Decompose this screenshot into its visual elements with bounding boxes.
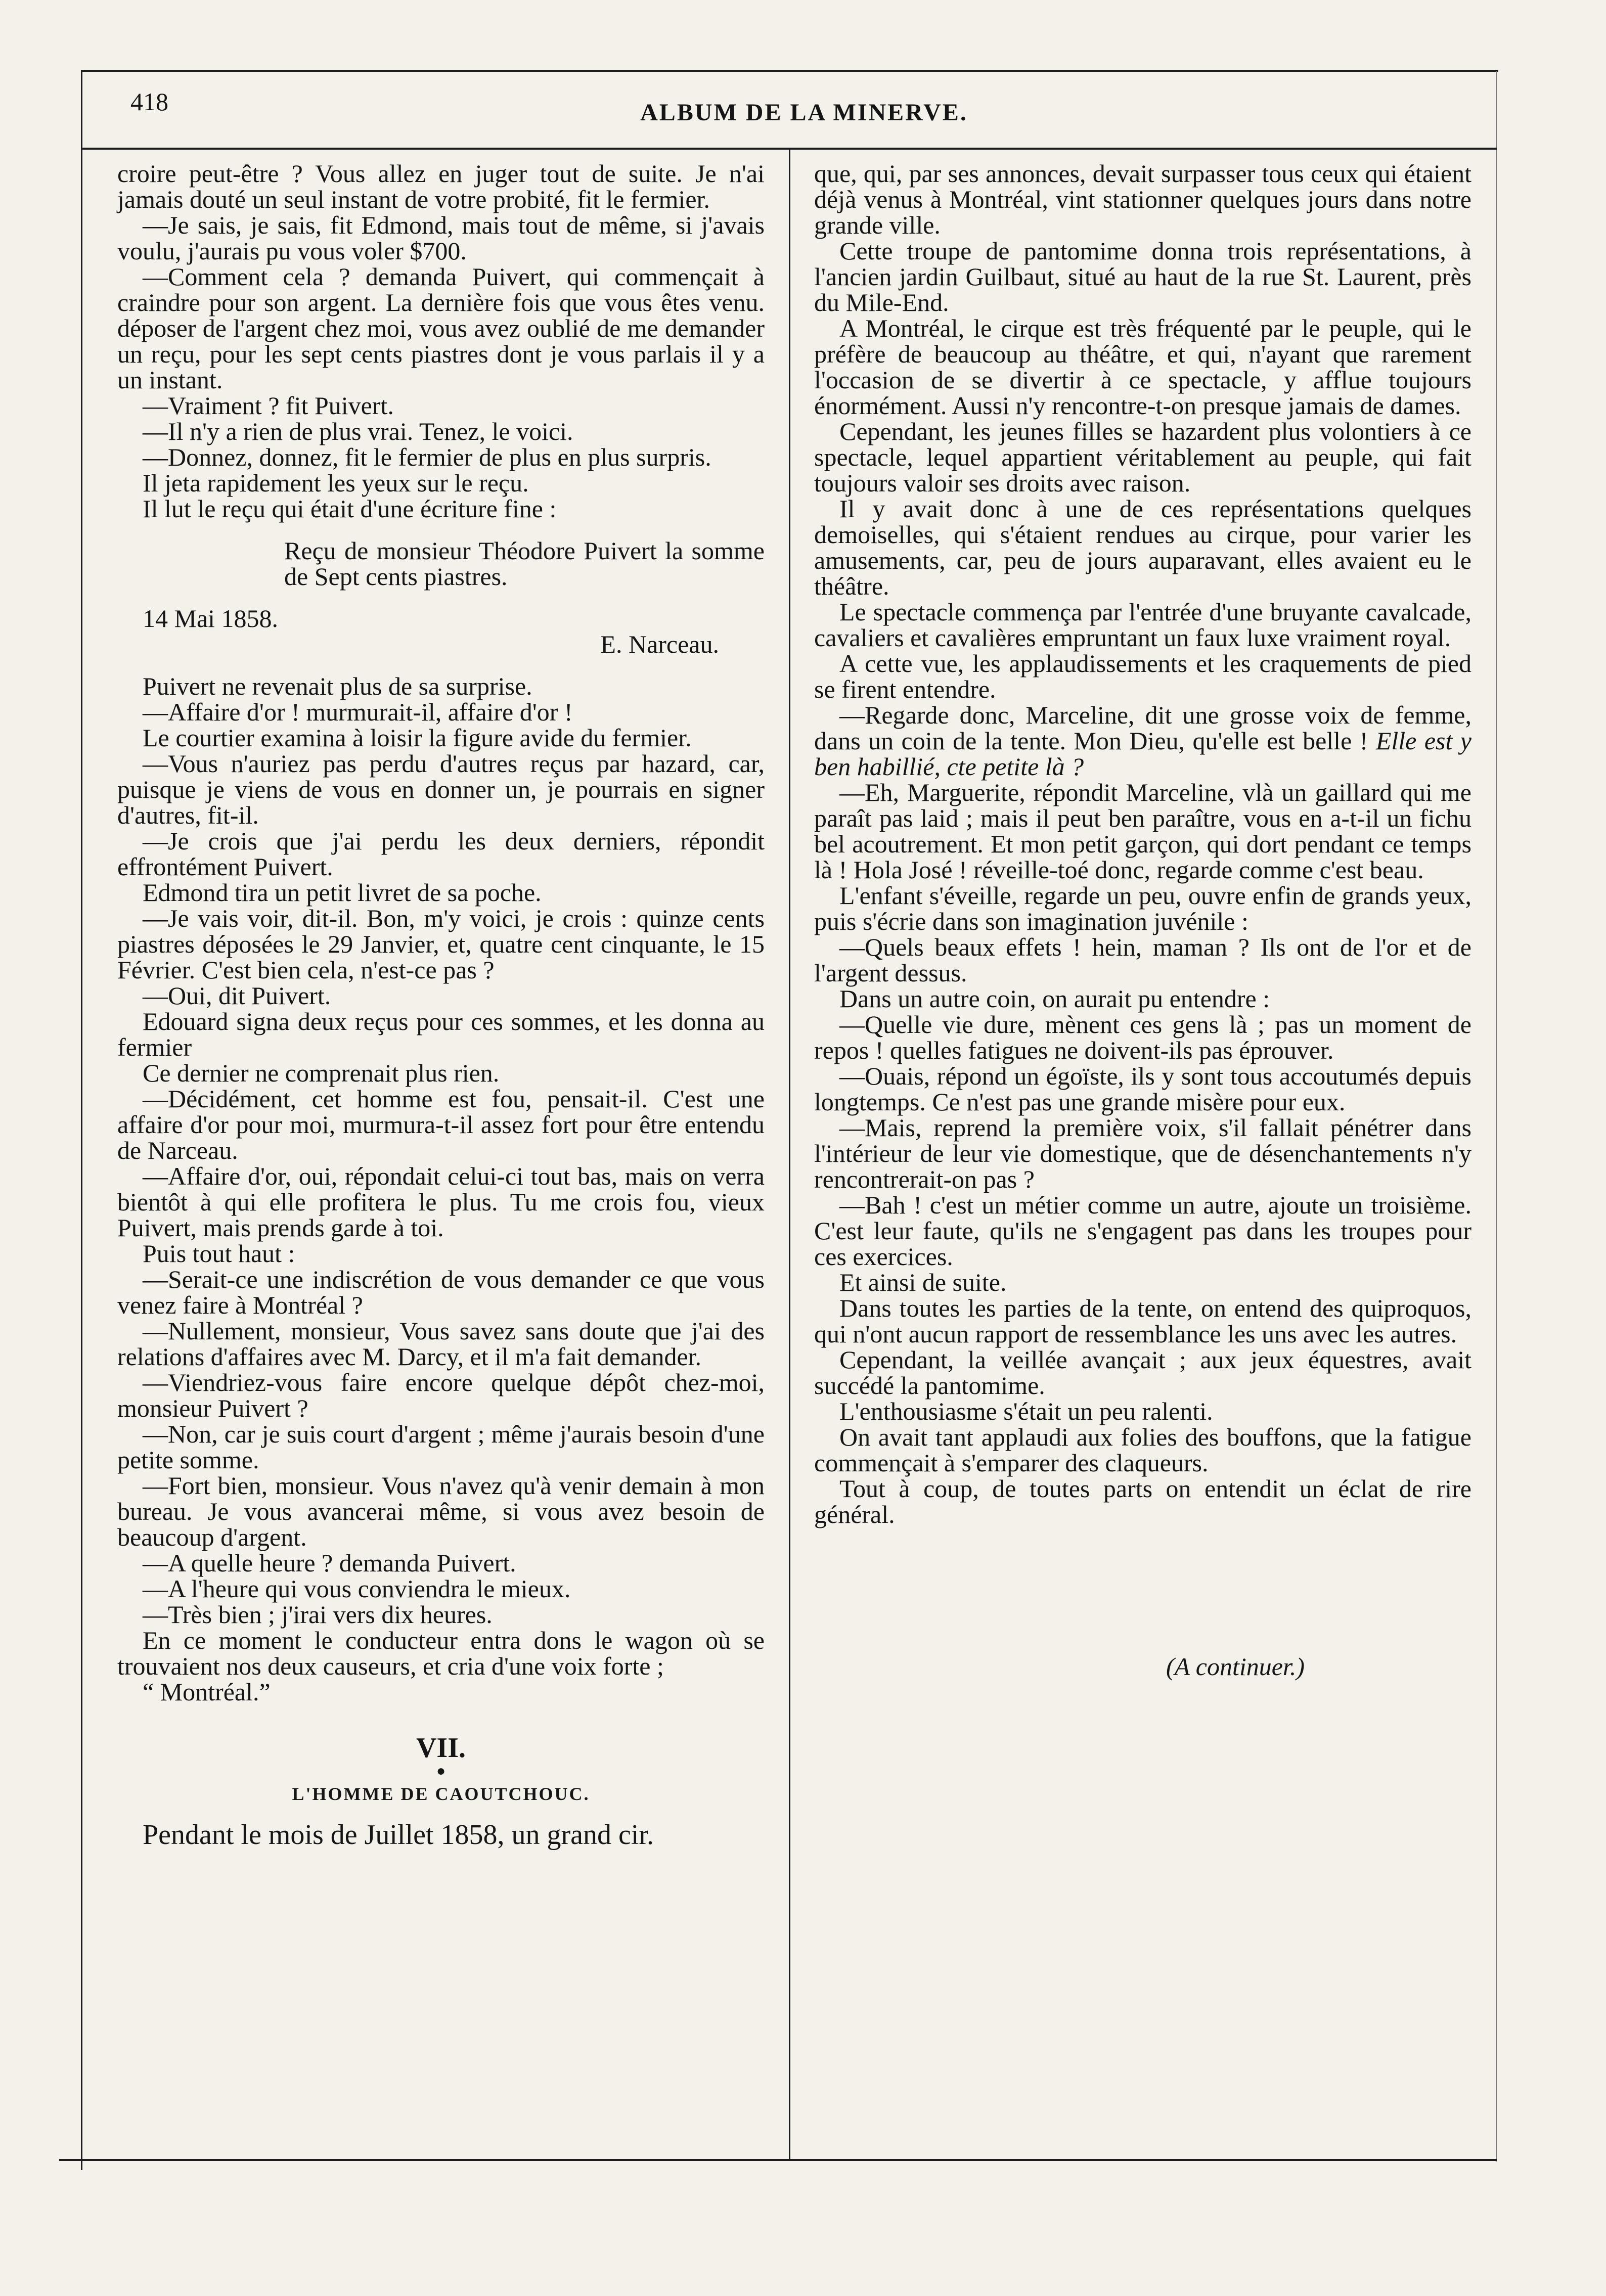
paragraph: A cette vue, les applaudissements et les craquements de pied se firent entendre. — [814, 649, 1471, 703]
paragraph: L'enfant s'éveille, regarde un peu, ouvre enfin de grands yeux, puis s'écrie dans son imagination juvénile : — [814, 881, 1471, 935]
paragraph: Puis tout haut : — [143, 1239, 295, 1268]
paragraph: On avait tant applaudi aux folies des bouffons, que la fatigue commençait à s'emparer des claqueurs. — [814, 1423, 1471, 1477]
paragraph — [814, 702, 1471, 780]
receipt-signature: E. Narceau. — [600, 630, 719, 658]
paragraph: —Je crois que j'ai perdu les deux derniers, répondit effrontément Puivert. — [117, 827, 765, 881]
paragraph: Et ainsi de suite. — [839, 1268, 1007, 1296]
paragraph: —Je vais voir, dit-il. Bon, m'y voici, je crois : quinze cents piastres déposées le 29 Janvier, et, quatre cent cinquante, le 15 Février. C'est bien cela, n'est-ce pas ? — [117, 904, 765, 984]
paragraph: Dans toutes les parties de la tente, on entend des quiproquos, qui n'ont aucun rapport de ressemblance les uns avec les autres. — [814, 1294, 1471, 1348]
running-title: ALBUM DE LA MINERVE. — [640, 99, 968, 126]
paragraph: —Mais, reprend la première voix, s'il fallait pénétrer dans l'intérieur de leur vie domestique, que de désenchantements n'y rencontrerait-on pas ? — [814, 1113, 1471, 1193]
paragraph: Le spectacle commença par l'entrée d'une bruyante cavalcade, cavaliers et cavalières empruntant un faux luxe vraiment royal. — [814, 598, 1471, 652]
paragraph: Cependant, les jeunes filles se hazardent plus volontiers à ce spectacle, lequel appartient véritablement au peuple, qui fait toujours valoir ses droits avec raison. — [814, 417, 1471, 497]
paragraph: A Montréal, le cirque est très fréquenté par le peuple, qui le préfère de beaucoup au théâtre, et qui, n'ayant que rarement l'occasion de se divertir à ce spectacle, y afflue toujours énormément. Aussi n'y rencontre-t-on presque jamais de dames. — [814, 314, 1471, 420]
italic-dialogue: Elle est y ben habillié, cte petite là ? — [814, 727, 1472, 781]
chapter-number: VII. — [416, 1732, 466, 1764]
left-column — [117, 161, 765, 1851]
paragraph: L'enthousiasme s'était un peu ralenti. — [839, 1397, 1213, 1425]
paragraph: Edouard signa deux reçus pour ces sommes, et les donna au fermier — [117, 1007, 765, 1061]
column-divider — [789, 150, 790, 2159]
paragraph: Edmond tira un petit livret de sa poche. — [143, 878, 542, 907]
paragraph: Cependant, la veillée avançait ; aux jeux équestres, avait succédé la pantomime. — [814, 1345, 1471, 1400]
footer-rule — [59, 2159, 1497, 2161]
paragraph: —Fort bien, monsieur. Vous n'avez qu'à venir demain à mon bureau. Je vous avancerai même, si vous avez besoin de beaucoup d'argent. — [117, 1471, 765, 1551]
paragraph: Tout à coup, de toutes parts on entendit un éclat de rire général. — [814, 1474, 1471, 1528]
paragraph: —Quelle vie dure, mènent ces gens là ; pas un moment de repos ! quelles fatigues ne doivent-ils pas éprouver. — [814, 1010, 1471, 1064]
page-number: 418 — [130, 87, 168, 116]
paragraph: croire peut-être ? Vous allez en juger tout de suite. Je n'ai jamais douté un seul instant de votre probité, fit le fermier. — [117, 159, 765, 213]
paragraph: Il y avait donc à une de ces représentations quelques demoiselles, qui s'étaient rendues au cirque, pour varier les amusements, car, peu de jours auparavant, elles avaient eu le théâtre. — [814, 494, 1471, 600]
paragraph: —Affaire d'or ! murmurait-il, affaire d'or ! — [143, 698, 573, 726]
paragraph: —A quelle heure ? demanda Puivert. — [143, 1549, 516, 1577]
paragraph: Dans un autre coin, on aurait pu entendre : — [839, 984, 1270, 1013]
receipt-date: 14 Mai 1858. — [143, 604, 279, 633]
paragraph: —Il n'y a rien de plus vrai. Tenez, le voici. — [143, 417, 573, 445]
paragraph: —Comment cela ? demanda Puivert, qui commençait à craindre pour son argent. La dernière fois que vous êtes venu. déposer de l'argent chez moi, vous avez oublié de me demander un reçu, pour les sept cents piastres dont je vous parlais il y a un instant. — [117, 262, 765, 394]
paragraph: —Vraiment ? fit Puivert. — [143, 391, 394, 420]
page-edge-line — [1496, 71, 1497, 2162]
paragraph: —Oui, dit Puivert. — [143, 981, 331, 1010]
paragraph: —Viendriez-vous faire encore quelque dépôt chez-moi, monsieur Puivert ? — [117, 1368, 765, 1422]
paragraph: —Donnez, donnez, fit le fermier de plus en plus surpris. — [143, 443, 711, 471]
paragraph: Cette troupe de pantomime donna trois représentations, à l'ancien jardin Guilbaut, situé au haut de la rue St. Laurent, près du Mile-End. — [814, 237, 1471, 317]
paragraph: Il jeta rapidement les yeux sur le reçu. — [143, 469, 529, 497]
right-column — [814, 161, 1471, 1680]
paragraph: Il lut le reçu qui était d'une écriture fine : — [143, 494, 557, 523]
paragraph: —Décidément, cet homme est fou, pensait-il. C'est une affaire d'or pour moi, murmura-t-il assez fort pour être entendu de Narceau. — [117, 1085, 765, 1164]
paragraph: —Très bien ; j'irai vers dix heures. — [143, 1600, 493, 1629]
paragraph: —Eh, Marguerite, répondit Marceline, vlà un gaillard qui me paraît pas laid ; mais il peut ben paraître, vous en a-t-il un fichu bel acoutrement. Et mon petit garçon, qui dort pendant ce temps là ! Hola José ! réveille-toé donc, regarde comme c'est beau. — [814, 778, 1471, 884]
paragraph: —Non, car je suis court d'argent ; même j'aurais besoin d'une petite somme. — [117, 1420, 765, 1474]
paragraph: “ Montréal.” — [143, 1678, 271, 1706]
paragraph: —Je sais, je sais, fit Edmond, mais tout de même, si j'avais voulu, j'aurais pu vous voler $700. — [117, 211, 765, 265]
paragraph: En ce moment le conducteur entra dons le wagon où se trouvaient nos deux causeurs, et cria d'une voix forte ; — [117, 1626, 765, 1680]
chapter-opening: Pendant le mois de Juillet 1858, un grand cir. — [143, 1819, 654, 1851]
dialogue-text: —Regarde donc, Marceline, dit une grosse voix de femme, dans un coin de la tente. Mon Dieu, qu'elle est belle ! — [814, 701, 1471, 755]
paragraph: —Serait-ce une indiscrétion de vous demander ce que vous venez faire à Montréal ? — [117, 1265, 765, 1319]
paragraph: —Bah ! c'est un métier comme un autre, ajoute un troisième. C'est leur faute, qu'ils ne s'engagent pas dans les troupes pour ces exercices. — [814, 1191, 1471, 1271]
paragraph: —Quels beaux effets ! hein, maman ? Ils ont de l'or et de l'argent dessus. — [814, 933, 1471, 987]
paragraph: —Ouais, répond un égoïste, ils y sont tous accoutumés depuis longtemps. Ce n'est pas une grande misère pour eux. — [814, 1062, 1471, 1116]
receipt-text: Reçu de monsieur Théodore Puivert la somme de Sept cents piastres. — [284, 536, 765, 591]
continuation-note: (A continuer.) — [1166, 1652, 1305, 1681]
paragraph: —Vous n'auriez pas perdu d'autres reçus par hazard, car, puisque je viens de vous en donner un, je pourrais en signer d'autres, fit-il. — [117, 749, 765, 829]
paragraph: que, qui, par ses annonces, devait surpasser tous ceux qui étaient déjà venus à Montréal, vint stationner quelques jours dans notre grande ville. — [814, 159, 1471, 239]
paragraph: —Affaire d'or, oui, répondait celui-ci tout bas, mais on verra bientôt à qui elle profitera le plus. Tu me crois fou, vieux Puivert, mais prends garde à toi. — [117, 1162, 765, 1242]
chapter-title: L'HOMME DE CAOUTCHOUC. — [292, 1784, 590, 1804]
paragraph: Ce dernier ne comprenait plus rien. — [143, 1059, 500, 1087]
paragraph: —Nullement, monsieur, Vous savez sans doute que j'ai des relations d'affaires avec M. Darcy, et il m'a fait demander. — [117, 1317, 765, 1371]
paragraph: —A l'heure qui vous conviendra le mieux. — [143, 1574, 571, 1603]
paragraph: Puivert ne revenait plus de sa surprise. — [143, 672, 532, 700]
ornament-dot: ● — [436, 1763, 446, 1779]
paragraph: Le courtier examina à loisir la figure avide du fermier. — [143, 724, 692, 752]
